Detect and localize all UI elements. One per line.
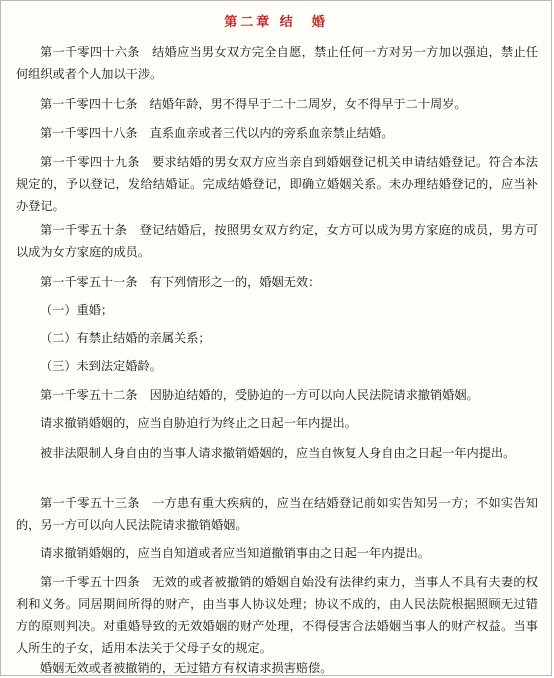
article-1049: 第一千零四十九条 要求结婚的男女双方应当亲自到婚姻登记机关申请结婚登记。符合本法规定的，予以登记，发给结婚证。完成结婚登记，即确立婚姻关系。未办理结婚登记的，应当补办登记。: [16, 155, 538, 213]
article-1052-p2: 请求撤销婚姻的，应当自胁迫行为终止之日起一年内提出。: [40, 416, 357, 430]
article-1052: 第一千零五十二条 因胁迫结婚的，受胁迫的一方可以向人民法院请求撤销婚姻。: [40, 388, 479, 402]
article-1050: 第一千零五十条 登记结婚后，按照男女双方约定，女方可以成为男方家庭的成员，男方可以成为女方家庭的成员。: [16, 223, 538, 259]
article-1054-p2: 婚姻无效或者被撤销的，无过错方有权请求损害赔偿。: [40, 661, 333, 675]
article-1047: 第一千零四十七条 结婚年龄，男不得早于二十二周岁，女不得早于二十周岁。: [40, 97, 467, 111]
article-1053: 第一千零五十三条 一方患有重大疾病的，应当在结婚登记前如实告知另一方；不如实告知的，另一方可以向人民法院请求撤销婚姻。: [16, 496, 538, 532]
article-1053-p2: 请求撤销婚姻的，应当自知道或者应当知道撤销事由之日起一年内提出。: [40, 546, 430, 560]
article-1054: 第一千零五十四条 无效的或者被撤销的婚姻自始没有法律约束力，当事人不具有夫妻的权利和义务。同居期间所得的财产，由当事人协议处理；协议不成的，由人民法院根据照顾无过错方的原则判决。对重婚导致的无效婚姻的财产处理，不得侵害合法婚姻当事人的财产权益。当事人所生的子女，适用本法关于父母子女的规定。: [16, 575, 538, 655]
list-item-age: （三）未到法定婚龄。: [40, 359, 162, 373]
chapter-title: 第二章 结 婚: [224, 15, 328, 30]
article-1046: 第一千零四十六条 结婚应当男女双方完全自愿，禁止任何一方对另一方加以强迫，禁止任何组织或者个人加以干涉。: [16, 45, 538, 81]
article-1048: 第一千零四十八条 直系血亲或者三代以内的旁系血亲禁止结婚。: [40, 126, 394, 140]
list-item-bigamy: （一）重婚；: [40, 303, 114, 317]
article-1051: 第一千零五十一条 有下列情形之一的，婚姻无效：: [40, 275, 321, 289]
article-1052-p3: 被非法限制人身自由的当事人请求撤销婚姻的，应当自恢复人身自由之日起一年内提出。: [40, 446, 516, 460]
list-item-kinship: （二）有禁止结婚的亲属关系；: [40, 331, 211, 345]
